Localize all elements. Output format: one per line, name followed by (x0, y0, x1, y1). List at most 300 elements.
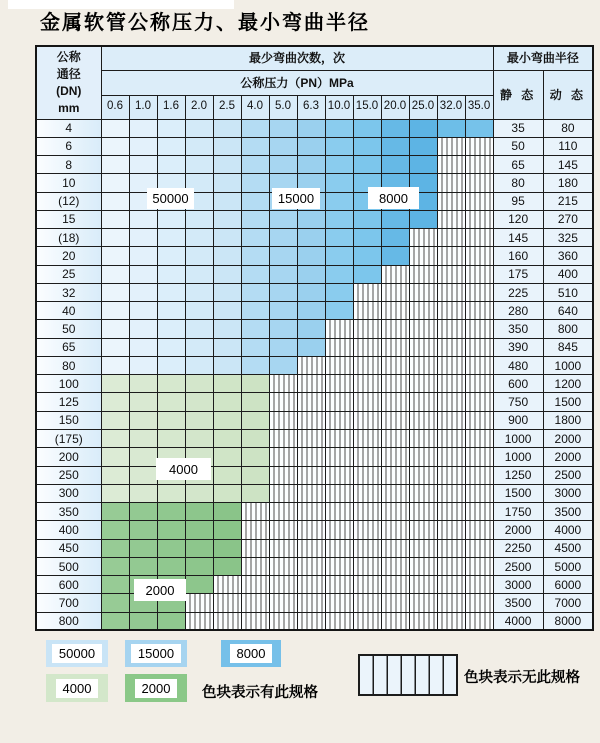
page-title: 金属软管公称压力、最小弯曲半径 (40, 10, 370, 34)
spec-available-cell (325, 174, 353, 192)
no-spec-cell (409, 338, 437, 356)
dn-cell: 40 (36, 302, 101, 320)
spec-available-cell (129, 119, 157, 137)
spec-available-cell (409, 156, 437, 174)
dn-cell: 32 (36, 283, 101, 301)
spec-available-cell (325, 229, 353, 247)
no-spec-cell (213, 612, 241, 630)
spec-available-cell (101, 283, 129, 301)
table-row (36, 466, 593, 484)
dn-header-line: mm (58, 100, 80, 115)
no-spec-cell (269, 466, 297, 484)
no-spec-cell (437, 210, 465, 228)
no-spec-cell (325, 320, 353, 338)
spec-available-cell (101, 484, 129, 502)
no-spec-cell (297, 484, 325, 502)
no-spec-cell (269, 539, 297, 557)
spec-available-cell (129, 156, 157, 174)
spec-available-cell (241, 174, 269, 192)
table-row (36, 411, 593, 429)
pn-column-header: 10.0 (325, 95, 353, 119)
spec-available-cell (325, 265, 353, 283)
no-spec-cell (409, 320, 437, 338)
spec-available-cell (409, 119, 437, 137)
no-spec-cell (409, 539, 437, 557)
spec-available-cell (241, 338, 269, 356)
table-row (36, 137, 593, 155)
spec-available-cell (241, 283, 269, 301)
no-spec-cell (437, 265, 465, 283)
dn-cell: (12) (36, 192, 101, 210)
spec-available-cell (213, 265, 241, 283)
no-spec-cell (409, 466, 437, 484)
no-spec-cell (381, 430, 409, 448)
dn-header-cell (36, 46, 101, 119)
no-spec-cell (381, 557, 409, 575)
no-spec-note: 色块表示无此规格 (464, 670, 580, 686)
spec-table (35, 45, 594, 631)
spec-available-cell (213, 503, 241, 521)
spec-available-cell (157, 612, 185, 630)
no-spec-cell (437, 356, 465, 374)
dn-cell: 200 (36, 448, 101, 466)
table-row (36, 484, 593, 502)
no-spec-cell (437, 411, 465, 429)
no-spec-cell (409, 411, 437, 429)
legend-swatch-15000 (125, 640, 187, 667)
no-spec-cell (241, 594, 269, 612)
spec-available-cell (269, 283, 297, 301)
spec-available-cell (129, 503, 157, 521)
no-spec-cell (465, 576, 493, 594)
table-row (36, 503, 593, 521)
spec-available-cell (353, 210, 381, 228)
spec-available-cell (381, 156, 409, 174)
static-radius-cell: 1500 (493, 484, 543, 502)
no-spec-cell (381, 375, 409, 393)
dynamic-radius-cell: 325 (543, 229, 593, 247)
spec-available-cell (101, 466, 129, 484)
spec-available-cell (325, 210, 353, 228)
no-spec-cell (297, 375, 325, 393)
legend-swatch-50000 (46, 640, 108, 667)
spec-available-cell (297, 247, 325, 265)
pressure-header: 公称压力（PN）MPa (101, 70, 493, 95)
static-radius-cell: 2500 (493, 557, 543, 575)
spec-available-cell (241, 229, 269, 247)
spec-available-cell (157, 356, 185, 374)
dn-cell: 500 (36, 557, 101, 575)
no-spec-cell (409, 448, 437, 466)
no-spec-cell (269, 521, 297, 539)
no-spec-cell (297, 430, 325, 448)
no-spec-cell (437, 612, 465, 630)
spec-available-cell (129, 448, 157, 466)
static-radius-cell: 160 (493, 247, 543, 265)
no-spec-cell (297, 612, 325, 630)
no-spec-cell (353, 302, 381, 320)
spec-available-cell (213, 247, 241, 265)
dynamic-radius-cell: 2000 (543, 448, 593, 466)
no-spec-cell (325, 448, 353, 466)
no-spec-cell (409, 229, 437, 247)
spec-available-cell (101, 156, 129, 174)
dynamic-radius-cell: 1200 (543, 375, 593, 393)
pn-column-header: 32.0 (437, 95, 465, 119)
spec-available-cell (101, 229, 129, 247)
no-spec-cell (269, 612, 297, 630)
dn-cell: (175) (36, 430, 101, 448)
dynamic-radius-cell: 400 (543, 265, 593, 283)
spec-available-cell (213, 539, 241, 557)
table-row (36, 229, 593, 247)
band-label-8000: 8000 (368, 187, 419, 209)
dynamic-radius-cell: 640 (543, 302, 593, 320)
spec-available-cell (129, 484, 157, 502)
static-radius-cell: 120 (493, 210, 543, 228)
static-radius-cell: 3500 (493, 594, 543, 612)
no-spec-cell (297, 356, 325, 374)
static-radius-cell: 95 (493, 192, 543, 210)
no-spec-cell (241, 521, 269, 539)
no-spec-cell (409, 247, 437, 265)
spec-available-cell (185, 393, 213, 411)
pn-column-header: 2.0 (185, 95, 213, 119)
spec-available-cell (185, 320, 213, 338)
no-spec-cell (381, 393, 409, 411)
spec-available-cell (213, 557, 241, 575)
table-row (36, 539, 593, 557)
static-radius-cell: 750 (493, 393, 543, 411)
spec-available-cell (353, 137, 381, 155)
no-spec-cell (409, 503, 437, 521)
no-spec-cell (241, 557, 269, 575)
spec-available-cell (129, 320, 157, 338)
no-spec-cell (437, 484, 465, 502)
legend-label-8000: 8000 (230, 644, 273, 663)
spec-available-cell (241, 411, 269, 429)
has-spec-note: 色块表示有此规格 (202, 685, 318, 701)
dynamic-radius-cell: 2500 (543, 466, 593, 484)
spec-available-cell (185, 338, 213, 356)
spec-available-cell (325, 156, 353, 174)
spec-available-cell (101, 265, 129, 283)
no-spec-cell (409, 393, 437, 411)
spec-available-cell (325, 137, 353, 155)
dynamic-radius-cell: 7000 (543, 594, 593, 612)
static-radius-cell: 3000 (493, 576, 543, 594)
spec-available-cell (185, 576, 213, 594)
spec-available-cell (157, 119, 185, 137)
no-spec-cell (269, 594, 297, 612)
no-spec-cell (465, 375, 493, 393)
spec-available-cell (241, 430, 269, 448)
pn-column-header: 20.0 (381, 95, 409, 119)
no-spec-cell (325, 356, 353, 374)
spec-available-cell (129, 283, 157, 301)
no-spec-cell (437, 302, 465, 320)
spec-available-cell (297, 229, 325, 247)
spec-available-cell (157, 521, 185, 539)
no-spec-cell (325, 557, 353, 575)
spec-available-cell (101, 356, 129, 374)
no-spec-cell (269, 503, 297, 521)
spec-available-cell (185, 229, 213, 247)
spec-available-cell (185, 283, 213, 301)
no-spec-cell (437, 229, 465, 247)
no-spec-cell (465, 320, 493, 338)
no-spec-cell (465, 265, 493, 283)
spec-available-cell (185, 247, 213, 265)
no-spec-cell (297, 594, 325, 612)
spec-available-cell (269, 302, 297, 320)
no-spec-cell (437, 521, 465, 539)
spec-available-cell (241, 265, 269, 283)
no-spec-cell (465, 229, 493, 247)
static-radius-cell: 1000 (493, 430, 543, 448)
no-spec-cell (269, 375, 297, 393)
dynamic-radius-cell: 80 (543, 119, 593, 137)
no-spec-cell (381, 283, 409, 301)
spec-available-cell (241, 484, 269, 502)
no-spec-cell (437, 174, 465, 192)
table-row (36, 265, 593, 283)
spec-available-cell (325, 192, 353, 210)
spec-available-cell (241, 448, 269, 466)
spec-available-cell (157, 411, 185, 429)
table-row (36, 448, 593, 466)
no-spec-cell (325, 338, 353, 356)
no-spec-cell (297, 448, 325, 466)
spec-available-cell (213, 302, 241, 320)
spec-available-cell (157, 375, 185, 393)
spec-available-cell (409, 210, 437, 228)
dynamic-radius-cell: 3500 (543, 503, 593, 521)
dn-cell: 100 (36, 375, 101, 393)
spec-available-cell (213, 338, 241, 356)
spec-available-cell (129, 229, 157, 247)
dn-cell: 20 (36, 247, 101, 265)
dn-cell: 15 (36, 210, 101, 228)
dynamic-radius-cell: 3000 (543, 484, 593, 502)
dynamic-column-header: 动 态 (543, 70, 593, 119)
dn-cell: 400 (36, 521, 101, 539)
no-spec-cell (297, 503, 325, 521)
pn-column-header: 2.5 (213, 95, 241, 119)
spec-available-cell (241, 320, 269, 338)
dn-cell: 300 (36, 484, 101, 502)
spec-available-cell (269, 119, 297, 137)
no-spec-cell (297, 521, 325, 539)
no-spec-cell (437, 247, 465, 265)
dn-cell: 600 (36, 576, 101, 594)
static-radius-cell: 4000 (493, 612, 543, 630)
no-spec-cell (465, 302, 493, 320)
spec-available-cell (185, 539, 213, 557)
no-spec-cell (325, 576, 353, 594)
spec-available-cell (101, 503, 129, 521)
table-row (36, 557, 593, 575)
spec-available-cell (157, 503, 185, 521)
spec-available-cell (269, 265, 297, 283)
spec-available-cell (129, 612, 157, 630)
no-spec-cell (269, 557, 297, 575)
spec-available-cell (381, 229, 409, 247)
pn-column-header: 15.0 (353, 95, 381, 119)
no-spec-cell (437, 192, 465, 210)
dn-cell: 80 (36, 356, 101, 374)
no-spec-cell (437, 594, 465, 612)
dynamic-radius-cell: 8000 (543, 612, 593, 630)
no-spec-cell (465, 210, 493, 228)
no-spec-cell (241, 539, 269, 557)
static-radius-cell: 35 (493, 119, 543, 137)
no-spec-cell (381, 484, 409, 502)
spec-available-cell (185, 119, 213, 137)
spec-available-cell (241, 210, 269, 228)
pn-column-header: 4.0 (241, 95, 269, 119)
dynamic-radius-cell: 5000 (543, 557, 593, 575)
spec-available-cell (157, 283, 185, 301)
static-radius-cell: 145 (493, 229, 543, 247)
spec-available-cell (157, 539, 185, 557)
dynamic-radius-cell: 4000 (543, 521, 593, 539)
spec-available-cell (297, 320, 325, 338)
no-spec-cell (465, 283, 493, 301)
no-spec-cell (269, 484, 297, 502)
no-spec-cell (437, 430, 465, 448)
static-radius-cell: 1250 (493, 466, 543, 484)
static-radius-cell: 175 (493, 265, 543, 283)
spec-available-cell (101, 247, 129, 265)
no-spec-cell (465, 356, 493, 374)
no-spec-cell (269, 393, 297, 411)
spec-available-cell (213, 430, 241, 448)
no-spec-cell (353, 539, 381, 557)
no-spec-cell (437, 393, 465, 411)
spec-available-cell (185, 484, 213, 502)
spec-available-cell (129, 466, 157, 484)
static-radius-cell: 80 (493, 174, 543, 192)
no-spec-cell (269, 448, 297, 466)
table-row (36, 320, 593, 338)
spec-available-cell (297, 302, 325, 320)
spec-available-cell (213, 119, 241, 137)
no-spec-cell (409, 594, 437, 612)
table-row (36, 119, 593, 137)
spec-available-cell (213, 174, 241, 192)
spec-available-cell (381, 137, 409, 155)
spec-available-cell (129, 393, 157, 411)
spec-available-cell (157, 338, 185, 356)
spec-available-cell (129, 302, 157, 320)
spec-available-cell (157, 265, 185, 283)
no-spec-cell (241, 503, 269, 521)
spec-available-cell (129, 247, 157, 265)
table-header (36, 46, 593, 119)
spec-available-cell (353, 119, 381, 137)
table-row (36, 283, 593, 301)
spec-available-cell (185, 265, 213, 283)
no-spec-cell (381, 466, 409, 484)
spec-available-cell (297, 210, 325, 228)
table-row (36, 576, 593, 594)
no-spec-hatch-swatch (358, 654, 458, 696)
spec-available-cell (213, 393, 241, 411)
no-spec-cell (437, 539, 465, 557)
dynamic-radius-cell: 270 (543, 210, 593, 228)
static-radius-cell: 350 (493, 320, 543, 338)
dn-header-line: 通径 (56, 66, 81, 81)
spec-available-cell (325, 283, 353, 301)
no-spec-cell (269, 576, 297, 594)
spec-available-cell (101, 119, 129, 137)
no-spec-cell (437, 557, 465, 575)
dn-cell: 10 (36, 174, 101, 192)
dn-cell: 125 (36, 393, 101, 411)
pn-column-header: 0.6 (101, 95, 129, 119)
no-spec-cell (353, 393, 381, 411)
no-spec-cell (437, 320, 465, 338)
spec-available-cell (213, 137, 241, 155)
static-radius-cell: 390 (493, 338, 543, 356)
static-radius-cell: 480 (493, 356, 543, 374)
no-spec-cell (465, 557, 493, 575)
spec-available-cell (101, 411, 129, 429)
no-spec-cell (213, 594, 241, 612)
no-spec-cell (325, 484, 353, 502)
table-row (36, 338, 593, 356)
spec-available-cell (101, 521, 129, 539)
dn-header-line: (DN) (56, 83, 82, 98)
no-spec-cell (325, 375, 353, 393)
spec-available-cell (269, 229, 297, 247)
spec-available-cell (129, 557, 157, 575)
spec-available-cell (353, 265, 381, 283)
spec-available-cell (101, 320, 129, 338)
no-spec-cell (325, 539, 353, 557)
spec-available-cell (101, 210, 129, 228)
no-spec-cell (353, 484, 381, 502)
spec-available-cell (129, 356, 157, 374)
dn-cell: 4 (36, 119, 101, 137)
pn-column-header: 5.0 (269, 95, 297, 119)
no-spec-cell (241, 576, 269, 594)
spec-available-cell (129, 265, 157, 283)
dn-cell: 450 (36, 539, 101, 557)
no-spec-cell (465, 430, 493, 448)
spec-available-cell (157, 430, 185, 448)
dn-cell: 50 (36, 320, 101, 338)
static-radius-cell: 65 (493, 156, 543, 174)
pn-column-header: 1.0 (129, 95, 157, 119)
spec-available-cell (213, 192, 241, 210)
spec-available-cell (269, 320, 297, 338)
spec-available-cell (101, 375, 129, 393)
dn-cell: 250 (36, 466, 101, 484)
spec-available-cell (157, 393, 185, 411)
no-spec-cell (297, 466, 325, 484)
spec-available-cell (297, 265, 325, 283)
dn-cell: 150 (36, 411, 101, 429)
spec-available-cell (101, 448, 129, 466)
band-label-15000: 15000 (272, 188, 320, 209)
spec-available-cell (297, 338, 325, 356)
no-spec-cell (353, 594, 381, 612)
spec-available-cell (241, 356, 269, 374)
spec-available-cell (101, 338, 129, 356)
spec-available-cell (213, 375, 241, 393)
